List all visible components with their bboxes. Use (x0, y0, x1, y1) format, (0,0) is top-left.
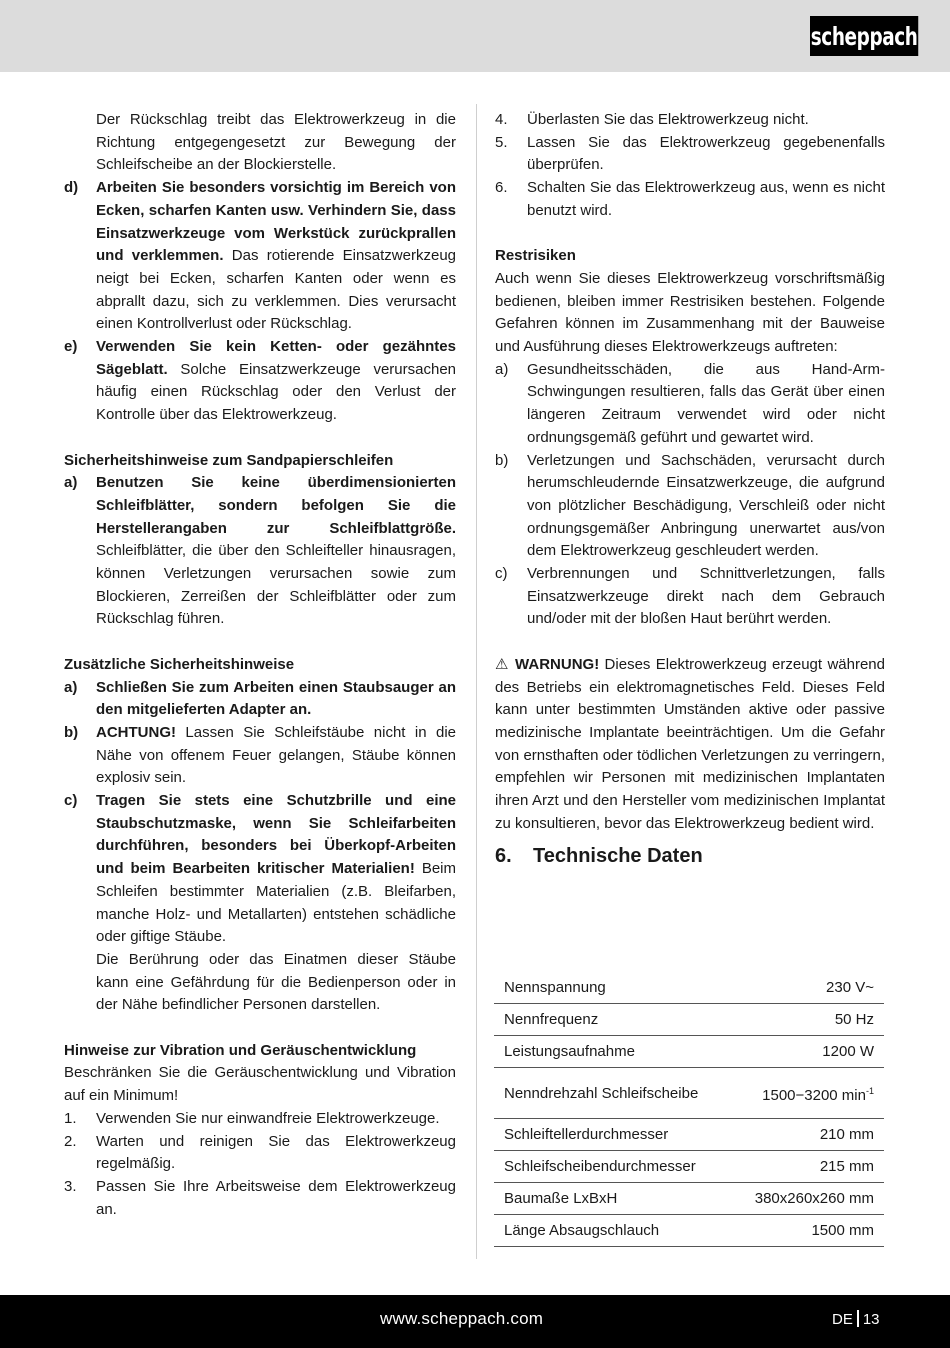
vibration-intro: Beschränken Sie die Geräuschentwicklung und Vibration auf ein Minimum! (64, 1064, 456, 1105)
list-item: b) ACHTUNG! Lassen Sie Schleifstäube nicht in die Nähe von offenem Feuer gelangen, Stäube können explosiv sein. (64, 723, 456, 787)
list-item: 6. Schalten Sie das Elektrowerkzeug aus, wenn es nicht benutzt wird. (495, 179, 885, 219)
technical-data-table (494, 972, 884, 1247)
scheppach-logo: scheppach (810, 16, 918, 56)
list-item (64, 109, 456, 177)
section-heading-sandpaper: Sicherheitshinweise zum Sandpapierschleifen (64, 451, 394, 469)
warning-triangle-icon: ⚠ (495, 655, 510, 673)
separator-bar (857, 1310, 859, 1327)
list-item: b) Verletzungen und Sachschäden, verursacht durch herumschleudernde Einsatzwerkzeuge, die aufgrund von plötzlicher Beschädigung, Verschleiß oder nicht ordnungsgemäßer Anbringung unerwartet aus/von dem Elektrowerkzeug geschleudert werden. (495, 451, 885, 560)
list-item: c) Verbrennungen und Schnittverletzungen, falls Einsatzwerkzeuge direkt nach dem Gebrauch und/oder mit der bloßen Haut berührt werden. (495, 565, 885, 628)
kickback-continuation: Der Rückschlag treibt das Elektrowerkzeug in die Richtung entgegengesetzt zur Bewegung der Schleifscheibe an der Blockierstelle. (96, 111, 456, 174)
column-divider (476, 104, 477, 1259)
right-column (495, 109, 885, 868)
section-heading-vibration: Hinweise zur Vibration und Geräuschentwicklung (64, 1041, 417, 1059)
page-indicator (832, 1310, 880, 1328)
residual-risks-intro: Auch wenn Sie dieses Elektrowerkzeug vorschriftsmäßig bedienen, bleiben immer Restrisiken bestehen. Folgende Gefahren können im Zusammenhang mit der Bauweise und Ausführung dieses Elektrowerkzeugs auftreten: (495, 269, 885, 356)
table-row: Baumaße LxBxH 380x260x260 mm (494, 1183, 884, 1215)
section-heading-additional: Zusätzliche Sicherheitshinweise (64, 655, 295, 673)
list-item: e) Verwenden Sie kein Ketten- oder gezähntes Sägeblatt. Solche Einsatzwerkzeuge verursachen häufig einen Rückschlag oder den Verlust der Kontrolle über das Elektrowerkzeug. (64, 338, 456, 424)
table-row: Nenndrehzahl Schleifscheibe 1500−3200 $\min^{-1}$ (494, 1068, 884, 1119)
table-row: Leistungsaufnahme 1200 W (494, 1036, 884, 1068)
section-heading-residual-risks: Restrisiken (495, 247, 576, 265)
list-item: a) Benutzen Sie keine überdimensionierten Schleifblätter, sondern befolgen Sie die Herstellerangaben zur Schleifblattgröße. Schleifblätter, die über den Schleifteller hinausragen, können Verletzungen verursachen sowie zum Blockieren, Zerreißen der Schleifblätter oder zum Rückschlag führen. (64, 474, 456, 628)
list-item: c) Tragen Sie stets eine Schutzbrille und eine Staubschutzmaske, wenn Sie Schleifarbeiten durchführen, besonders bei Überkopf-Arbeiten und beim Bearbeiten kritischer Materialien! Beim Schleifen bestimmter Materialien (z.B. Bleifarben, manche Holz- und Metallarten) entstehen schädliche oder giftige Stäube. Die Berührung oder das Einatmen dieser Stäube kann eine Gefährdung für die Bedienperson oder in der Nähe befindlicher Personen darstellen. (64, 792, 456, 1014)
warning-paragraph: ⚠ WARNUNG! Dieses Elektrowerkzeug erzeugt während des Betriebs ein elektromagnetisches Feld. Dieses Feld kann unter bestimmten Umständen aktive oder passive medizinische Implantate beeinträchtigen. Um die Gefahr von ernsthaften oder tödlichen Verletzungen zu verringern, empfehlen wir Personen mit medizinischen Implantaten ihren Arzt und den Hersteller vom medizinischen Implantat zu konsultieren, bevor das Elektrowerkzeug bedient wird. (495, 655, 885, 832)
list-item: 2. Warten und reinigen Sie das Elektrowerkzeug regelmäßig. (64, 1132, 456, 1173)
website-link[interactable]: www.scheppach.com (380, 1309, 544, 1328)
page-footer (0, 1295, 950, 1348)
table-row: Schleiftellerdurchmesser 210 mm (494, 1119, 884, 1151)
table-row: Schleifscheibendurchmesser 215 mm (494, 1151, 884, 1183)
list-item: 5. Lassen Sie das Elektrowerkzeug gegebenenfalls überprüfen. (495, 133, 885, 174)
list-item: 3. Passen Sie Ihre Arbeitsweise dem Elektrowerkzeug an. (64, 1178, 456, 1218)
page-number: 13 (862, 1311, 880, 1328)
warning-label: WARNUNG! (515, 655, 600, 673)
language-code: DE (832, 1311, 853, 1328)
table-row: Länge Absaugschlauch 1500 mm (494, 1215, 884, 1247)
list-item: 1. Verwenden Sie nur einwandfreie Elektrowerkzeuge. (64, 1109, 440, 1127)
list-item: a) Gesundheitsschäden, die aus Hand-Arm-Schwingungen resultieren, falls das Gerät über einen längeren Zeitraum verwendet wird oder nicht ordnungsgemäß geführt und gewartet wird. (495, 360, 885, 446)
list-item: a) Schließen Sie zum Arbeiten einen Staubsauger an den mitgelieferten Adapter an. (64, 678, 456, 719)
list-item: d) Arbeiten Sie besonders vorsichtig im Bereich von Ecken, scharfen Kanten usw. Verhindern Sie, dass Einsatzwerkzeuge vom Werkstück zurückprallen und verklemmen. Das rotierende Einsatzwerkzeug neigt bei Ecken, scharfen Kanten oder wenn es abprallt dazu, sich zu verklemmen. Dies verursacht einen Kontrollverlust oder Rückschlag. (64, 179, 456, 333)
list-item: 4. Überlasten Sie das Elektrowerkzeug nicht. (495, 111, 809, 128)
table-row: Nennspannung 230 V~ (494, 972, 884, 1004)
left-column (64, 109, 456, 1221)
page-header (0, 0, 950, 72)
section-title-technical-data: 6. Technische Daten (495, 845, 703, 868)
table-row: Nennfrequenz 50 Hz (494, 1004, 884, 1036)
